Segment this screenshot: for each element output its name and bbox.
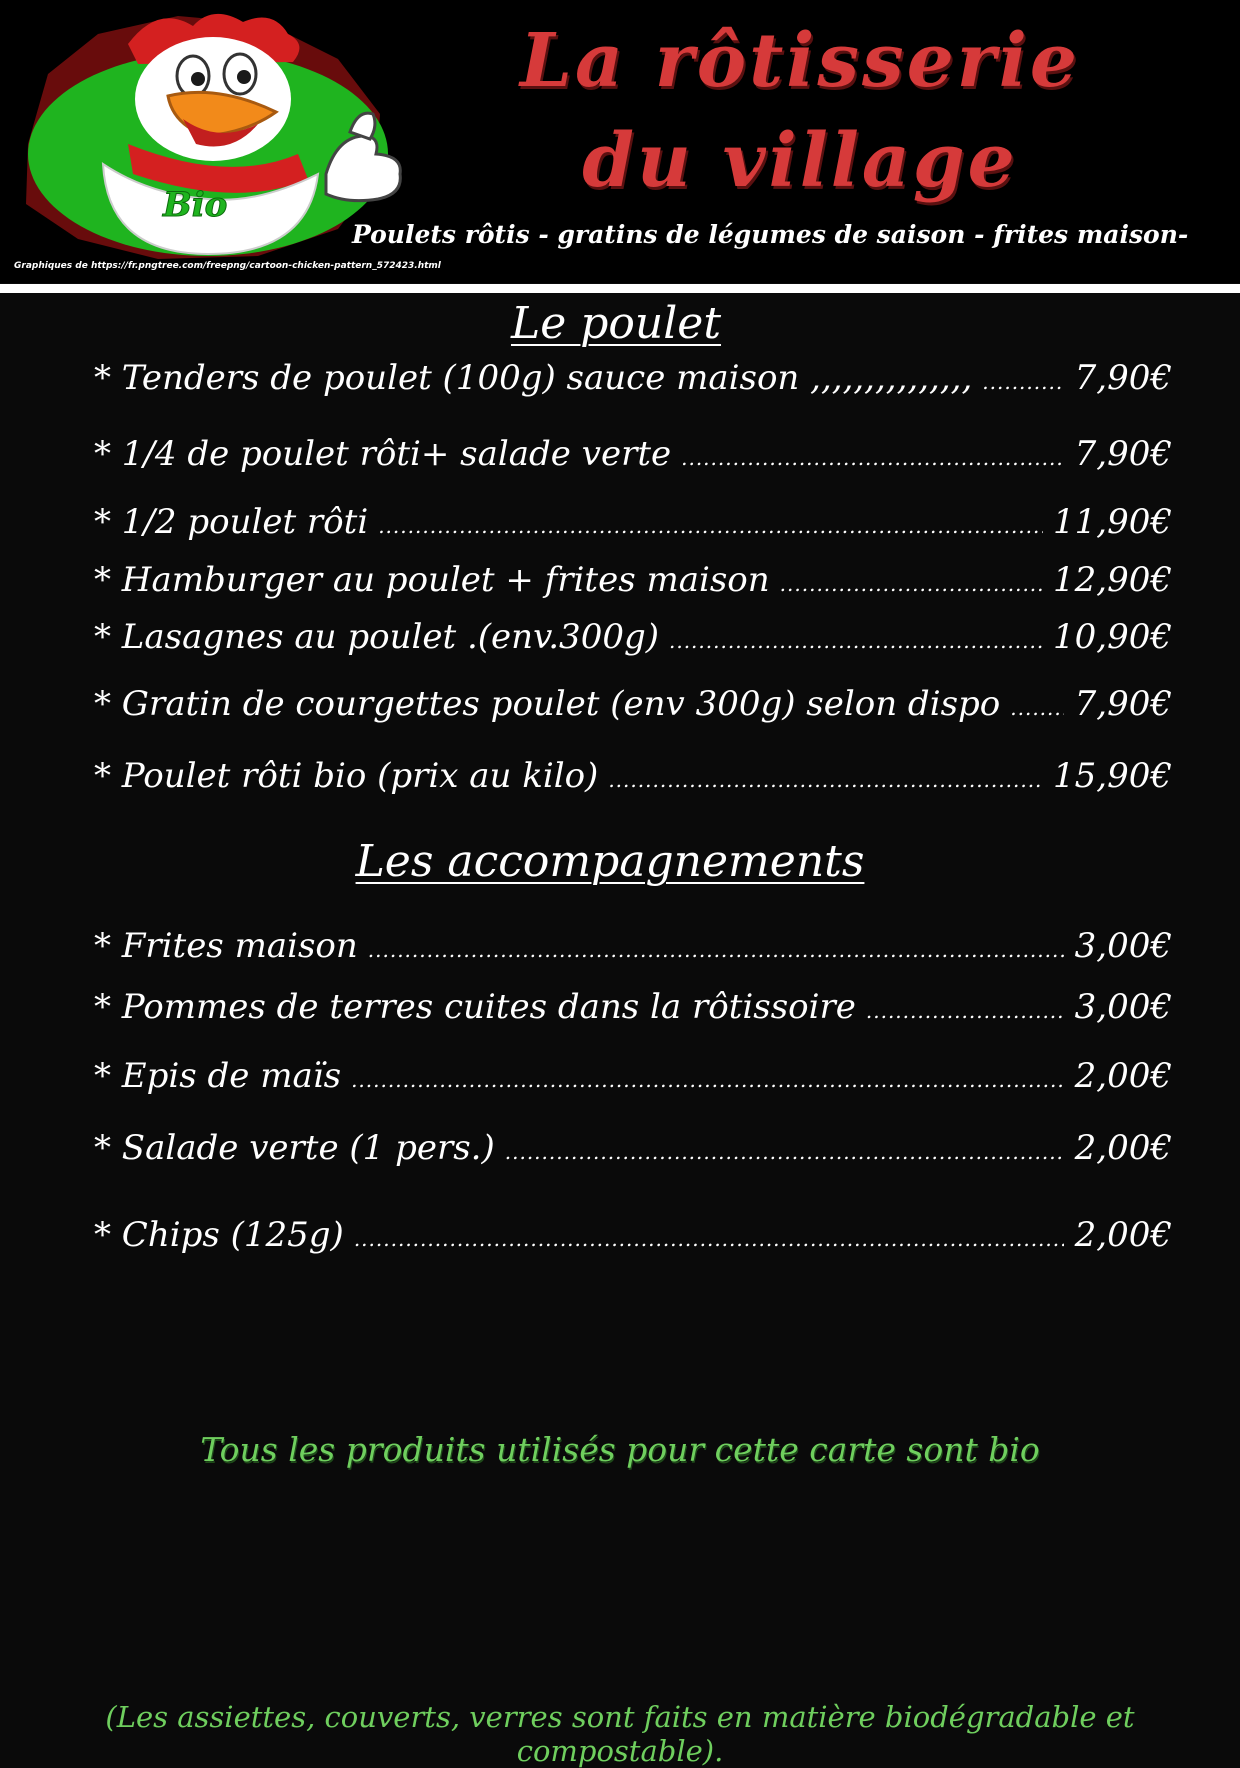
menu-item-price: 3,00€ xyxy=(1074,987,1172,1027)
menu-item-name: * Frites maison xyxy=(94,926,358,966)
leader-dots xyxy=(982,370,1064,394)
leader-dots xyxy=(669,629,1043,653)
menu-item-price: 7,90€ xyxy=(1074,684,1172,724)
section-title-accompagnements: Les accompagnements xyxy=(355,836,865,887)
menu-item xyxy=(94,1215,1172,1261)
menu-item xyxy=(94,1056,1172,1102)
menu-item xyxy=(94,560,1172,606)
leader-dots xyxy=(780,572,1043,596)
menu-item xyxy=(94,987,1172,1033)
menu-item-price: 10,90€ xyxy=(1053,617,1172,657)
menu-item-name: * 1/4 de poulet rôti+ salade verte xyxy=(94,434,672,474)
menu-item xyxy=(94,434,1172,480)
menu-item-price: 15,90€ xyxy=(1053,756,1172,796)
section-title-poulet: Le poulet xyxy=(510,298,722,349)
graphics-credit: Graphiques de https://fr.pngtree.com/freepng/cartoon-chicken-pattern_572423.html xyxy=(14,261,441,271)
leader-dots xyxy=(354,1227,1064,1251)
menu-item xyxy=(94,617,1172,663)
menu-item xyxy=(94,358,1172,404)
leader-dots xyxy=(681,446,1064,470)
menu-item-name: * Pommes de terres cuites dans la rôtissoire xyxy=(94,987,856,1027)
menu-item-price: 7,90€ xyxy=(1074,434,1172,474)
menu-item-price: 2,00€ xyxy=(1074,1215,1172,1255)
menu-item-price: 12,90€ xyxy=(1053,560,1172,600)
menu-item-price: 7,90€ xyxy=(1074,358,1172,398)
leader-dots xyxy=(1010,696,1064,720)
menu-item xyxy=(94,1128,1172,1174)
menu-item xyxy=(94,502,1172,548)
menu-item-name: * Salade verte (1 pers.) xyxy=(94,1128,495,1168)
menu-item xyxy=(94,926,1172,972)
tableware-notice: (Les assiettes, couverts, verres sont faits en matière biodégradable et compostable). xyxy=(105,1700,1135,1768)
leader-dots xyxy=(608,768,1043,792)
menu-item-price: 3,00€ xyxy=(1074,926,1172,966)
leader-dots xyxy=(378,514,1043,538)
organic-notice: Tous les produits utilisés pour cette carte sont bio xyxy=(200,1430,1040,1469)
logo-badge-text: Bio xyxy=(163,185,228,225)
leader-dots xyxy=(505,1140,1064,1164)
tagline: Poulets rôtis - gratins de légumes de saison - frites maison- xyxy=(352,220,1189,249)
menu-item-price: 11,90€ xyxy=(1053,502,1172,542)
leader-dots xyxy=(866,999,1064,1023)
menu-item-name: * Lasagnes au poulet .(env.300g) xyxy=(94,617,659,657)
menu-item-name: * 1/2 poulet rôti xyxy=(94,502,369,542)
leader-dots xyxy=(368,938,1064,962)
menu-item-name: * Chips (125g) xyxy=(94,1215,344,1255)
menu-item-name: * Epis de maïs xyxy=(94,1056,342,1096)
header-divider xyxy=(0,284,1240,293)
menu-item xyxy=(94,684,1172,730)
menu-item-price: 2,00€ xyxy=(1074,1128,1172,1168)
restaurant-title-line2: du village xyxy=(582,118,1018,204)
menu-item-name: * Hamburger au poulet + frites maison xyxy=(94,560,770,600)
menu-item-name: * Gratin de courgettes poulet (env 300g) selon dispo xyxy=(94,684,1001,724)
menu-item-price: 2,00€ xyxy=(1074,1056,1172,1096)
menu-item-name: * Poulet rôti bio (prix au kilo) xyxy=(94,756,599,796)
leader-dots xyxy=(351,1068,1064,1092)
menu-item xyxy=(94,756,1172,802)
restaurant-title-line1: La rôtisserie xyxy=(520,18,1080,104)
menu-item-name: * Tenders de poulet (100g) sauce maison ,,,,,,,,,,,,,,, xyxy=(94,358,973,398)
